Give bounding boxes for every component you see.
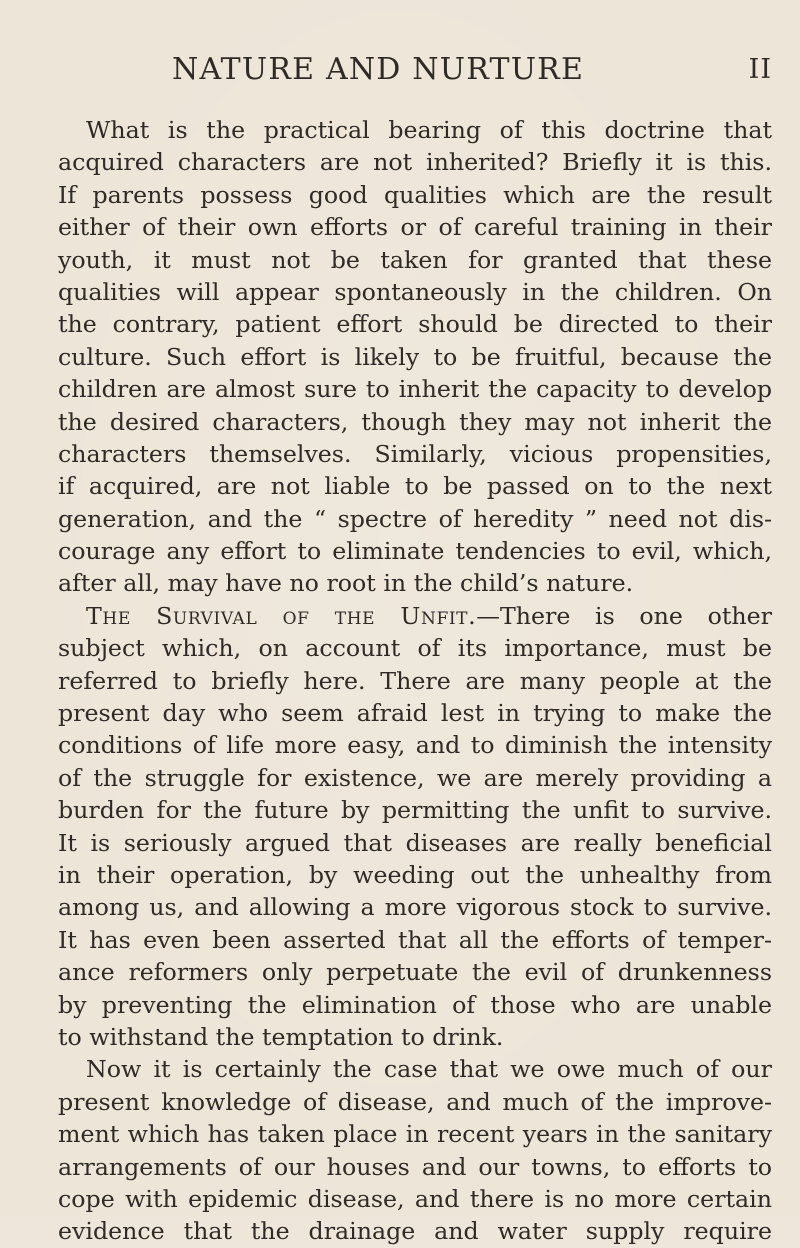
text-line: the contrary, patient effort should be directed to their <box>58 310 772 339</box>
running-title: NATURE AND NURTURE <box>172 52 585 87</box>
text-line: characters themselves. Similarly, vicious propensities, <box>58 439 772 468</box>
text-line: after all, may have no root in the child’s nature. <box>58 569 634 598</box>
page-number: II <box>748 54 772 85</box>
text-line: present day who seem afraid lest in trying to make the <box>58 699 772 728</box>
text-line: ance reformers only perpetuate the evil of drunkenness <box>58 958 772 987</box>
section-heading: The Survival of the Unfit. <box>86 601 477 630</box>
text-line: subject which, on account of its importance, must be <box>58 634 772 663</box>
text-line: of the struggle for existence, we are merely providing a <box>58 763 772 792</box>
text-line: burden for the future by permitting the unfit to survive. <box>58 796 772 825</box>
text-line: acquired characters are not inherited? Briefly it is this. <box>58 148 772 177</box>
text-line: culture. Such effort is likely to be fruitful, because the <box>58 342 772 371</box>
text-line: generation, and the “ spectre of heredity ” need not dis- <box>58 504 772 533</box>
running-head <box>172 52 772 88</box>
text-line: It is seriously argued that diseases are really beneficial <box>58 828 772 857</box>
text-line: ment which has taken place in recent years in the sanitary <box>58 1120 772 1149</box>
text-line: in their operation, by weeding out the unhealthy from <box>58 860 772 889</box>
text-line: —There is one other <box>476 601 772 630</box>
text-line: children are almost sure to inherit the capacity to develop <box>58 375 772 404</box>
text-line: referred to briefly here. There are many people at the <box>58 666 772 695</box>
text-line: courage any effort to eliminate tendencies to evil, which, <box>58 537 772 566</box>
text-line: among us, and allowing a more vigorous stock to survive. <box>58 893 772 922</box>
text-line: What is the practical bearing of this doctrine that <box>86 116 772 144</box>
section-line <box>58 600 772 632</box>
text-line: arrangements of our houses and our towns, to efforts to <box>58 1152 772 1181</box>
text-line: by preventing the elimination of those who are unable <box>58 990 772 1019</box>
text-line: cope with epidemic disease, and there is no more certain <box>58 1184 772 1213</box>
text-line: If parents possess good qualities which are the result <box>58 180 772 209</box>
text-line: present knowledge of disease, and much of the improve- <box>58 1087 772 1116</box>
text-line: conditions of life more easy, and to diminish the intensity <box>58 731 772 760</box>
text-line: the desired characters, though they may not inherit the <box>58 407 772 436</box>
text-line: Now it is certainly the case that we owe much of our <box>86 1055 772 1084</box>
text-line: youth, it must not be taken for granted that these <box>58 245 772 274</box>
text-line: to withstand the temptation to drink. <box>58 1022 504 1051</box>
text-line: if acquired, are not liable to be passed on to the next <box>58 472 772 501</box>
text-line: It has even been asserted that all the efforts of temper- <box>58 925 772 954</box>
text-line: either of their own efforts or of careful training in their <box>58 213 772 242</box>
body-text <box>58 114 772 1248</box>
text-line: qualities will appear spontaneously in the children. On <box>58 277 772 306</box>
text-line: evidence that the drainage and water supply require <box>58 1217 772 1246</box>
